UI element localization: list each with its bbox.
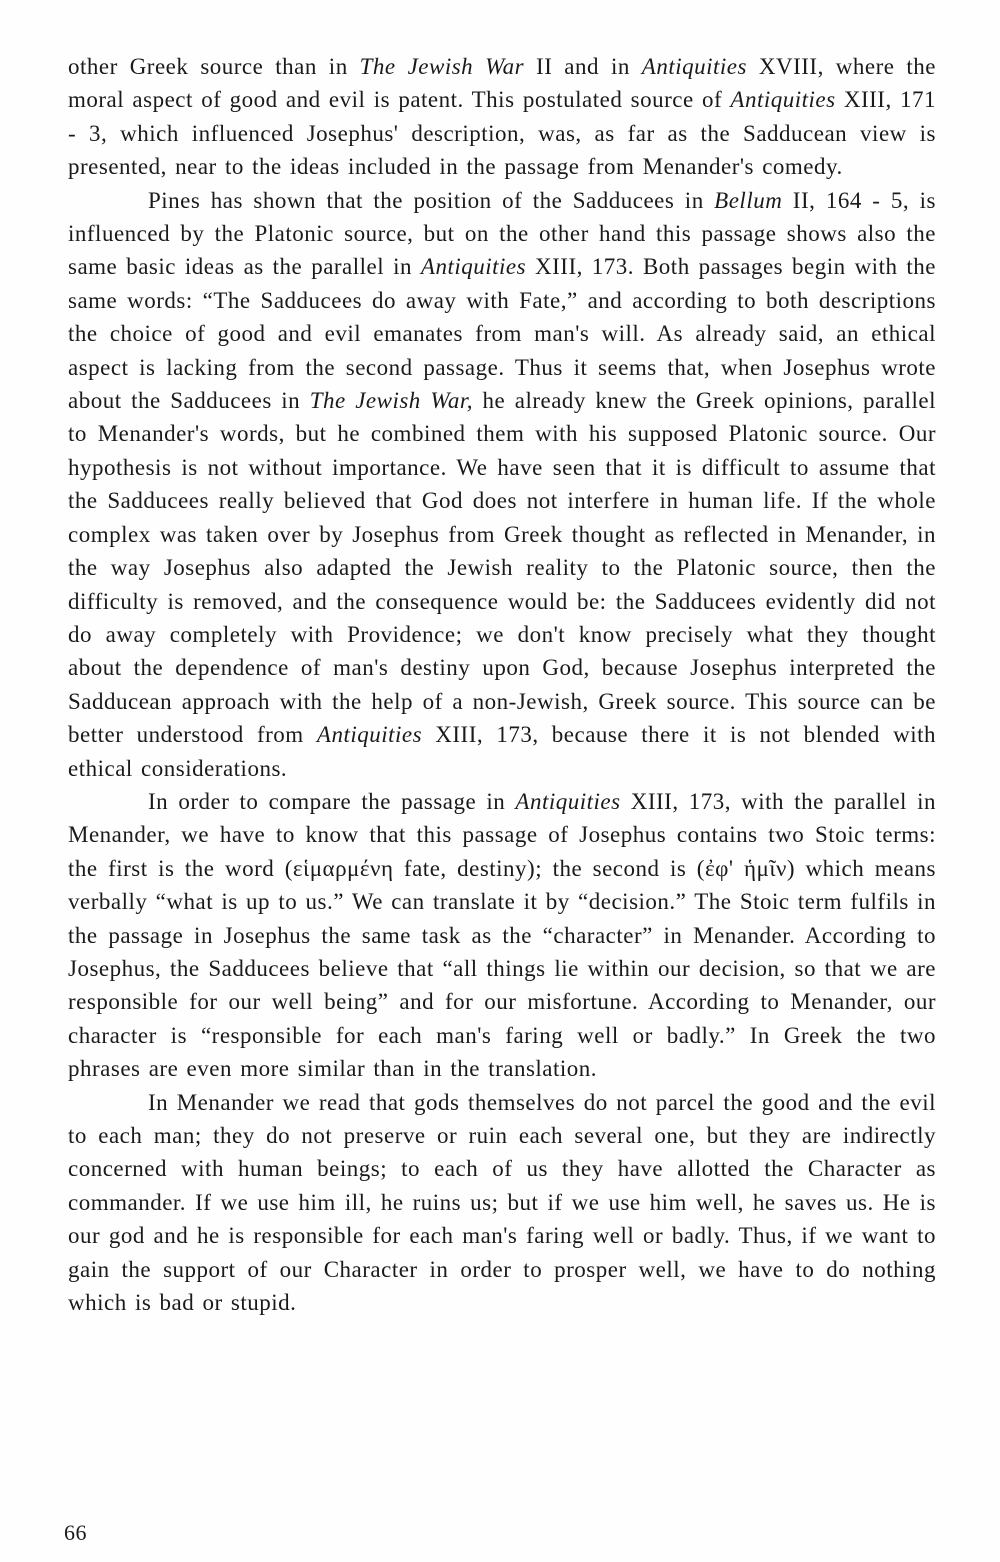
text-run: In Menander we read that gods themselves do not parcel the good and the evil to each man; they do not preserve or ruin each several one, but they are indirectly concerned with human beings; to each of us they have allotted the Character as commander. If we use him ill, he ruins us; but if we use him well, he saves us. He is our god and he is responsible for each man's faring well or badly. Thus, if we want to gain the support of our Character in order to prosper well, we have to do nothing which is bad or stupid.	[68, 1089, 936, 1316]
text-run: other Greek source than in	[68, 54, 360, 79]
text-run: Pines has shown that the position of the Sadducees in	[148, 187, 715, 213]
italic-title: Bellum	[714, 187, 783, 213]
italic-title: Antiquities	[641, 54, 747, 79]
page-number: 66	[64, 1520, 87, 1545]
text-run: XIII, 173. Both passages begin with the same words: “The Sadducees do away with Fate,” and according to both descriptions the choice of good and evil emanates from man's will. As already said, an ethical aspect is lacking from the second passage. Thus it seems that, when Josephus wrote about the Sadducees in	[68, 254, 936, 414]
body-text	[68, 50, 936, 1319]
text-run: XIII, 173, with the parallel in Menander, we have to know that this passage of Josephus contains two Stoic terms: the first is the word (εἱμαρμένη fate, destiny); the second is (ἐφ' ἡμῖν) which means verbally “what is up to us.” We can translate it by “decision.” The Stoic term fulfils in the passage in Josephus the same task as the “character” in Menander. According to Josephus, the Sadducees believe that “all things lie within our decision, so that we are responsible for our well being” and for our misfortune. According to Menander, our character is “responsible for each man's faring well or badly.” In Greek the two phrases are even more similar than in the translation.	[68, 788, 936, 1082]
text-run: In order to compare the passage in	[148, 788, 516, 814]
italic-title: The Jewish War	[359, 54, 525, 79]
paragraph	[68, 1086, 936, 1320]
text-run: II, 164 - 5, is influenced by the Platonic source, but on the other hand this passage shows also the same basic ideas as the parallel in	[68, 187, 936, 280]
italic-title: Antiquities	[515, 788, 621, 814]
italic-title: The Jewish War,	[309, 388, 474, 414]
text-run: II and in	[524, 54, 642, 79]
italic-title: Antiquities	[730, 87, 836, 113]
text-run: XVIII, where the moral aspect of good and evil is patent. This postulated source of	[68, 54, 936, 113]
paragraph	[68, 50, 936, 184]
italic-title: Antiquities	[420, 254, 527, 280]
text-run: he already knew the Greek opinions, parallel to Menander's words, but he combined them with his supposed Platonic source. Our hypothesis is not without importance. We have seen that it is difficult to assume that the Sadducees really believed that God does not interfere in human life. If the whole complex was taken over by Josephus from Greek thought as reflected in Menander, in the way Josephus also adapted the Jewish reality to the Platonic source, then the difficulty is removed, and the consequence would be: the Sadducees evidently did not do away completely with Providence; we don't know precisely what they thought about the dependence of man's destiny upon God, because Josephus interpreted the Sadducean approach with the help of a non-Jewish, Greek source. This source can be better understood from	[68, 388, 936, 748]
italic-title: Antiquities	[316, 722, 423, 748]
paragraph	[68, 184, 936, 785]
text-run: XIII, 173, because there it is not blended with ethical considerations.	[68, 722, 936, 781]
paragraph	[68, 785, 936, 1086]
text-run: XIII, 171 - 3, which influenced Josephus' description, was, as far as the Sadducean view is presented, near to the ideas included in the passage from Menander's comedy.	[68, 87, 936, 180]
